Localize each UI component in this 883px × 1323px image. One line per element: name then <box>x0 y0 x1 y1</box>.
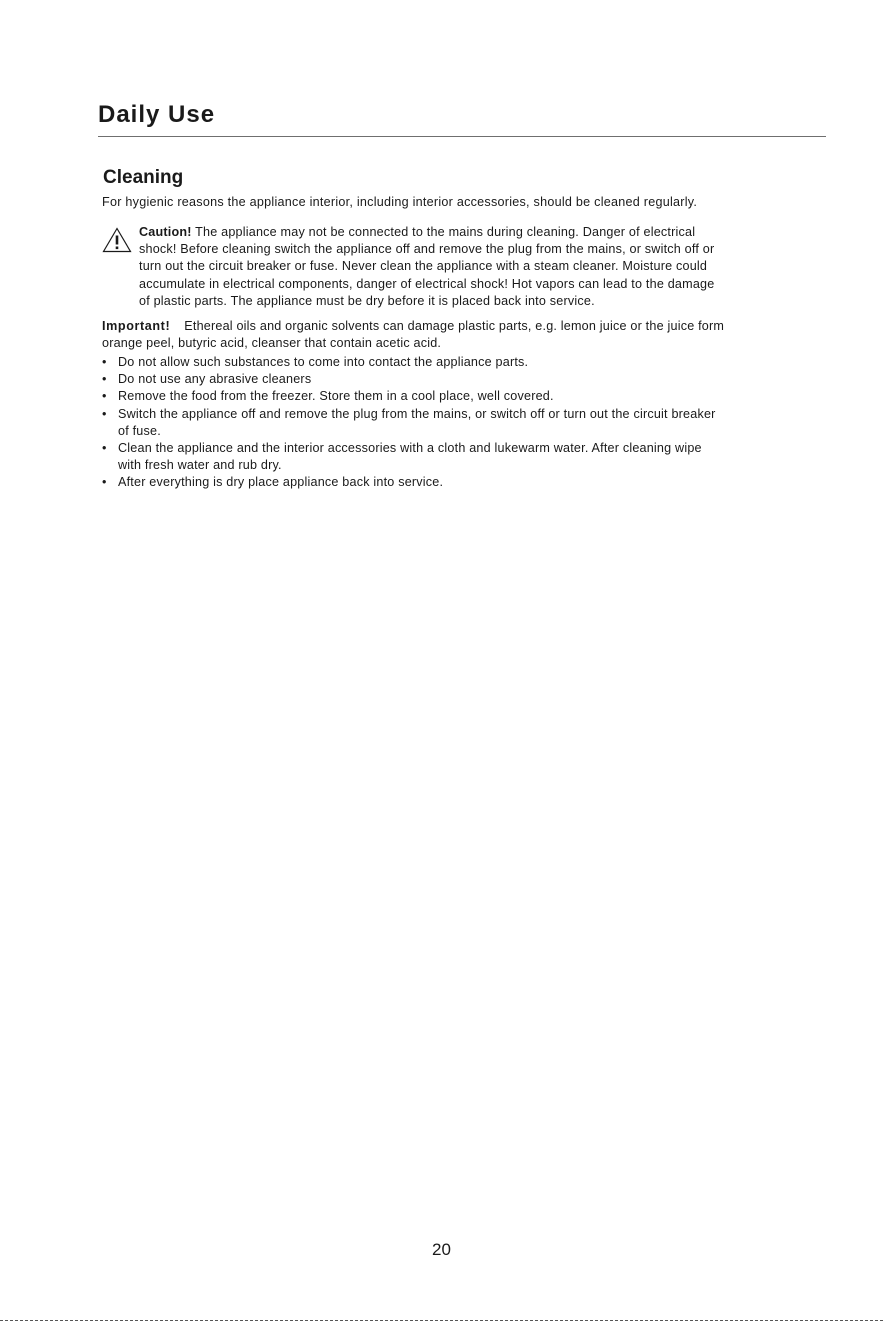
list-item <box>102 406 832 440</box>
important-line: orange peel, butyric acid, cleanser that contain acetic acid. <box>102 336 442 350</box>
caution-line: turn out the circuit breaker or fuse. Never clean the appliance with a steam cleaner. Moisture could <box>139 259 708 274</box>
list-item <box>102 354 832 371</box>
list-item-text: After everything is dry place appliance back into service. <box>118 475 444 490</box>
intro-paragraph: For hygienic reasons the appliance interior, including interior accessories, should be cleaned regularly. <box>102 195 698 209</box>
caution-line: shock! Before cleaning switch the appliance off and remove the plug from the mains, or switch off or <box>139 242 715 257</box>
caution-label: Caution! <box>139 225 192 239</box>
bullet-icon: • <box>102 389 107 404</box>
list-item-text: Switch the appliance off and remove the plug from the mains, or switch off or turn out the circuit breaker <box>118 406 716 421</box>
important-label: Important! <box>102 319 171 333</box>
list-item-text: Clean the appliance and the interior accessories with a cloth and lukewarm water. After cleaning wipe <box>118 441 702 456</box>
bullet-icon: • <box>102 372 107 387</box>
caution-text <box>139 224 819 310</box>
list-item <box>102 371 832 388</box>
list-item-text: with fresh water and rub dry. <box>118 458 282 473</box>
bullet-icon: • <box>102 475 107 490</box>
bottom-divider <box>0 1320 883 1321</box>
important-note <box>102 318 832 352</box>
important-line <box>102 318 832 335</box>
list-item <box>102 388 832 405</box>
warning-triangle-icon <box>102 227 132 253</box>
title-divider <box>98 136 826 137</box>
bullet-icon: • <box>102 355 107 369</box>
page-title: Daily Use <box>98 101 216 128</box>
bullet-icon: • <box>102 406 107 421</box>
cleaning-steps-list <box>102 354 832 492</box>
caution-line-text: The appliance may not be connected to the mains during cleaning. Danger of electrical <box>191 225 696 239</box>
caution-line: of plastic parts. The appliance must be dry before it is placed back into service. <box>139 293 595 308</box>
section-heading: Cleaning <box>103 167 184 188</box>
bullet-icon: • <box>102 441 107 456</box>
list-item-text: of fuse. <box>118 423 161 438</box>
list-item-text: Do not use any abrasive cleaners <box>118 372 312 387</box>
page-number: 20 <box>432 1240 451 1259</box>
caution-line <box>139 224 819 241</box>
important-line-text: Ethereal oils and organic solvents can damage plastic parts, e.g. lemon juice or the juice form <box>184 319 725 333</box>
list-item-text: Do not allow such substances to come into contact the appliance parts. <box>118 355 529 369</box>
list-item <box>102 474 832 491</box>
caution-line: accumulate in electrical components, danger of electrical shock! Hot vapors can lead to the damage <box>139 276 715 291</box>
list-item-text: Remove the food from the freezer. Store them in a cool place, well covered. <box>118 389 554 404</box>
list-item <box>102 440 832 474</box>
